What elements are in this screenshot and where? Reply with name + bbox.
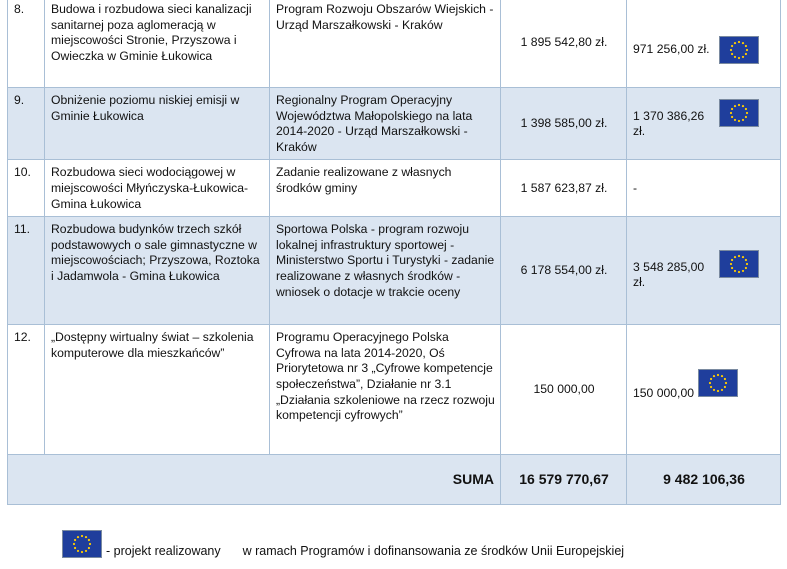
sum-row [8,455,781,505]
projects-table [7,0,781,505]
funding-source: Programu Operacyjnego Polska Cyfrowa na lata 2014-2020, Oś Priorytetowa nr 3 „Cyfrowe kompetencje społeczeństwa”, Działanie nr 3.1 „Działania szkoleniowe na rzecz rozwoju kompetencji cyfrowych” [270,325,501,455]
project-name: Budowa i rozbudowa sieci kanalizacji sanitarnej poza aglomeracją w miejscowości Stronie, Przyszowa i Owieczka w Gminie Łukowica [45,0,270,88]
project-name: „Dostępny wirtualny świat – szkolenia komputerowe dla mieszkańców” [45,325,270,455]
row-number: 9. [8,88,45,160]
cofinancing-cell [627,88,781,160]
table-row [8,325,781,455]
project-value: 6 178 554,00 zł. [501,217,627,325]
cofinancing-cell [627,325,781,455]
table-row [8,160,781,217]
project-name: Rozbudowa sieci wodociągowej w miejscowości Młyńczyska-Łukowica-Gmina Łukowica [45,160,270,217]
cofinancing-cell [627,0,781,88]
project-value: 1 587 623,87 zł. [501,160,627,217]
eu-flag-icon [698,369,738,397]
cofinancing-value: 3 548 285,00 zł. [633,259,705,290]
funding-source: Program Rozwoju Obszarów Wiejskich -Urząd Marszałkowski - Kraków [270,0,501,88]
sum-value: 16 579 770,67 [501,455,627,505]
table-row [8,88,781,160]
cofinancing-cell [627,217,781,325]
table-row [8,0,781,88]
table-row [8,217,781,325]
row-number: 10. [8,160,45,217]
cofinancing-value: - [633,180,638,195]
legend-text-continued: w ramach Programów i dofinansowania ze środków Unii Europejskiej [242,544,625,558]
row-number: 8. [8,0,45,88]
row-number: 12. [8,325,45,455]
cofinancing-value: 971 256,00 zł. [633,41,710,56]
project-name: Obniżenie poziomu niskiej emisji w Gminie Łukowica [45,88,270,160]
funding-source: Sportowa Polska - program rozwoju lokalnej infrastruktury sportowej - Ministerstwo Sportu i Turystyki - zadanie realizowane z własnych środków - wniosek o dotacje w trakcie oceny [270,217,501,325]
legend-text: - projekt realizowany [106,544,221,558]
eu-flag-icon [62,530,102,558]
project-name: Rozbudowa budynków trzech szkół podstawowych o sale gimnastyczne w miejscowościach; Przyszowa, Roztoka i Jadamwola - Gmina Łukowica [45,217,270,325]
project-value: 1 895 542,80 zł. [501,0,627,88]
cofinancing-cell [627,160,781,217]
eu-flag-icon [719,250,759,278]
legend [62,530,624,558]
cofinancing-value: 1 370 386,26 zł. [633,108,705,139]
funding-source: Regionalny Program Operacyjny Województwa Małopolskiego na lata 2014-2020 - Urząd Marszałkowski - Kraków [270,88,501,160]
row-number: 11. [8,217,45,325]
sum-cofinancing: 9 482 106,36 [627,455,781,505]
sum-label: SUMA [8,455,501,505]
project-value: 1 398 585,00 zł. [501,88,627,160]
eu-flag-icon [719,36,759,64]
eu-flag-icon [719,99,759,127]
funding-source: Zadanie realizowane z własnych środków gminy [270,160,501,217]
cofinancing-value: 150 000,00 [633,386,694,401]
project-value: 150 000,00 [501,325,627,455]
